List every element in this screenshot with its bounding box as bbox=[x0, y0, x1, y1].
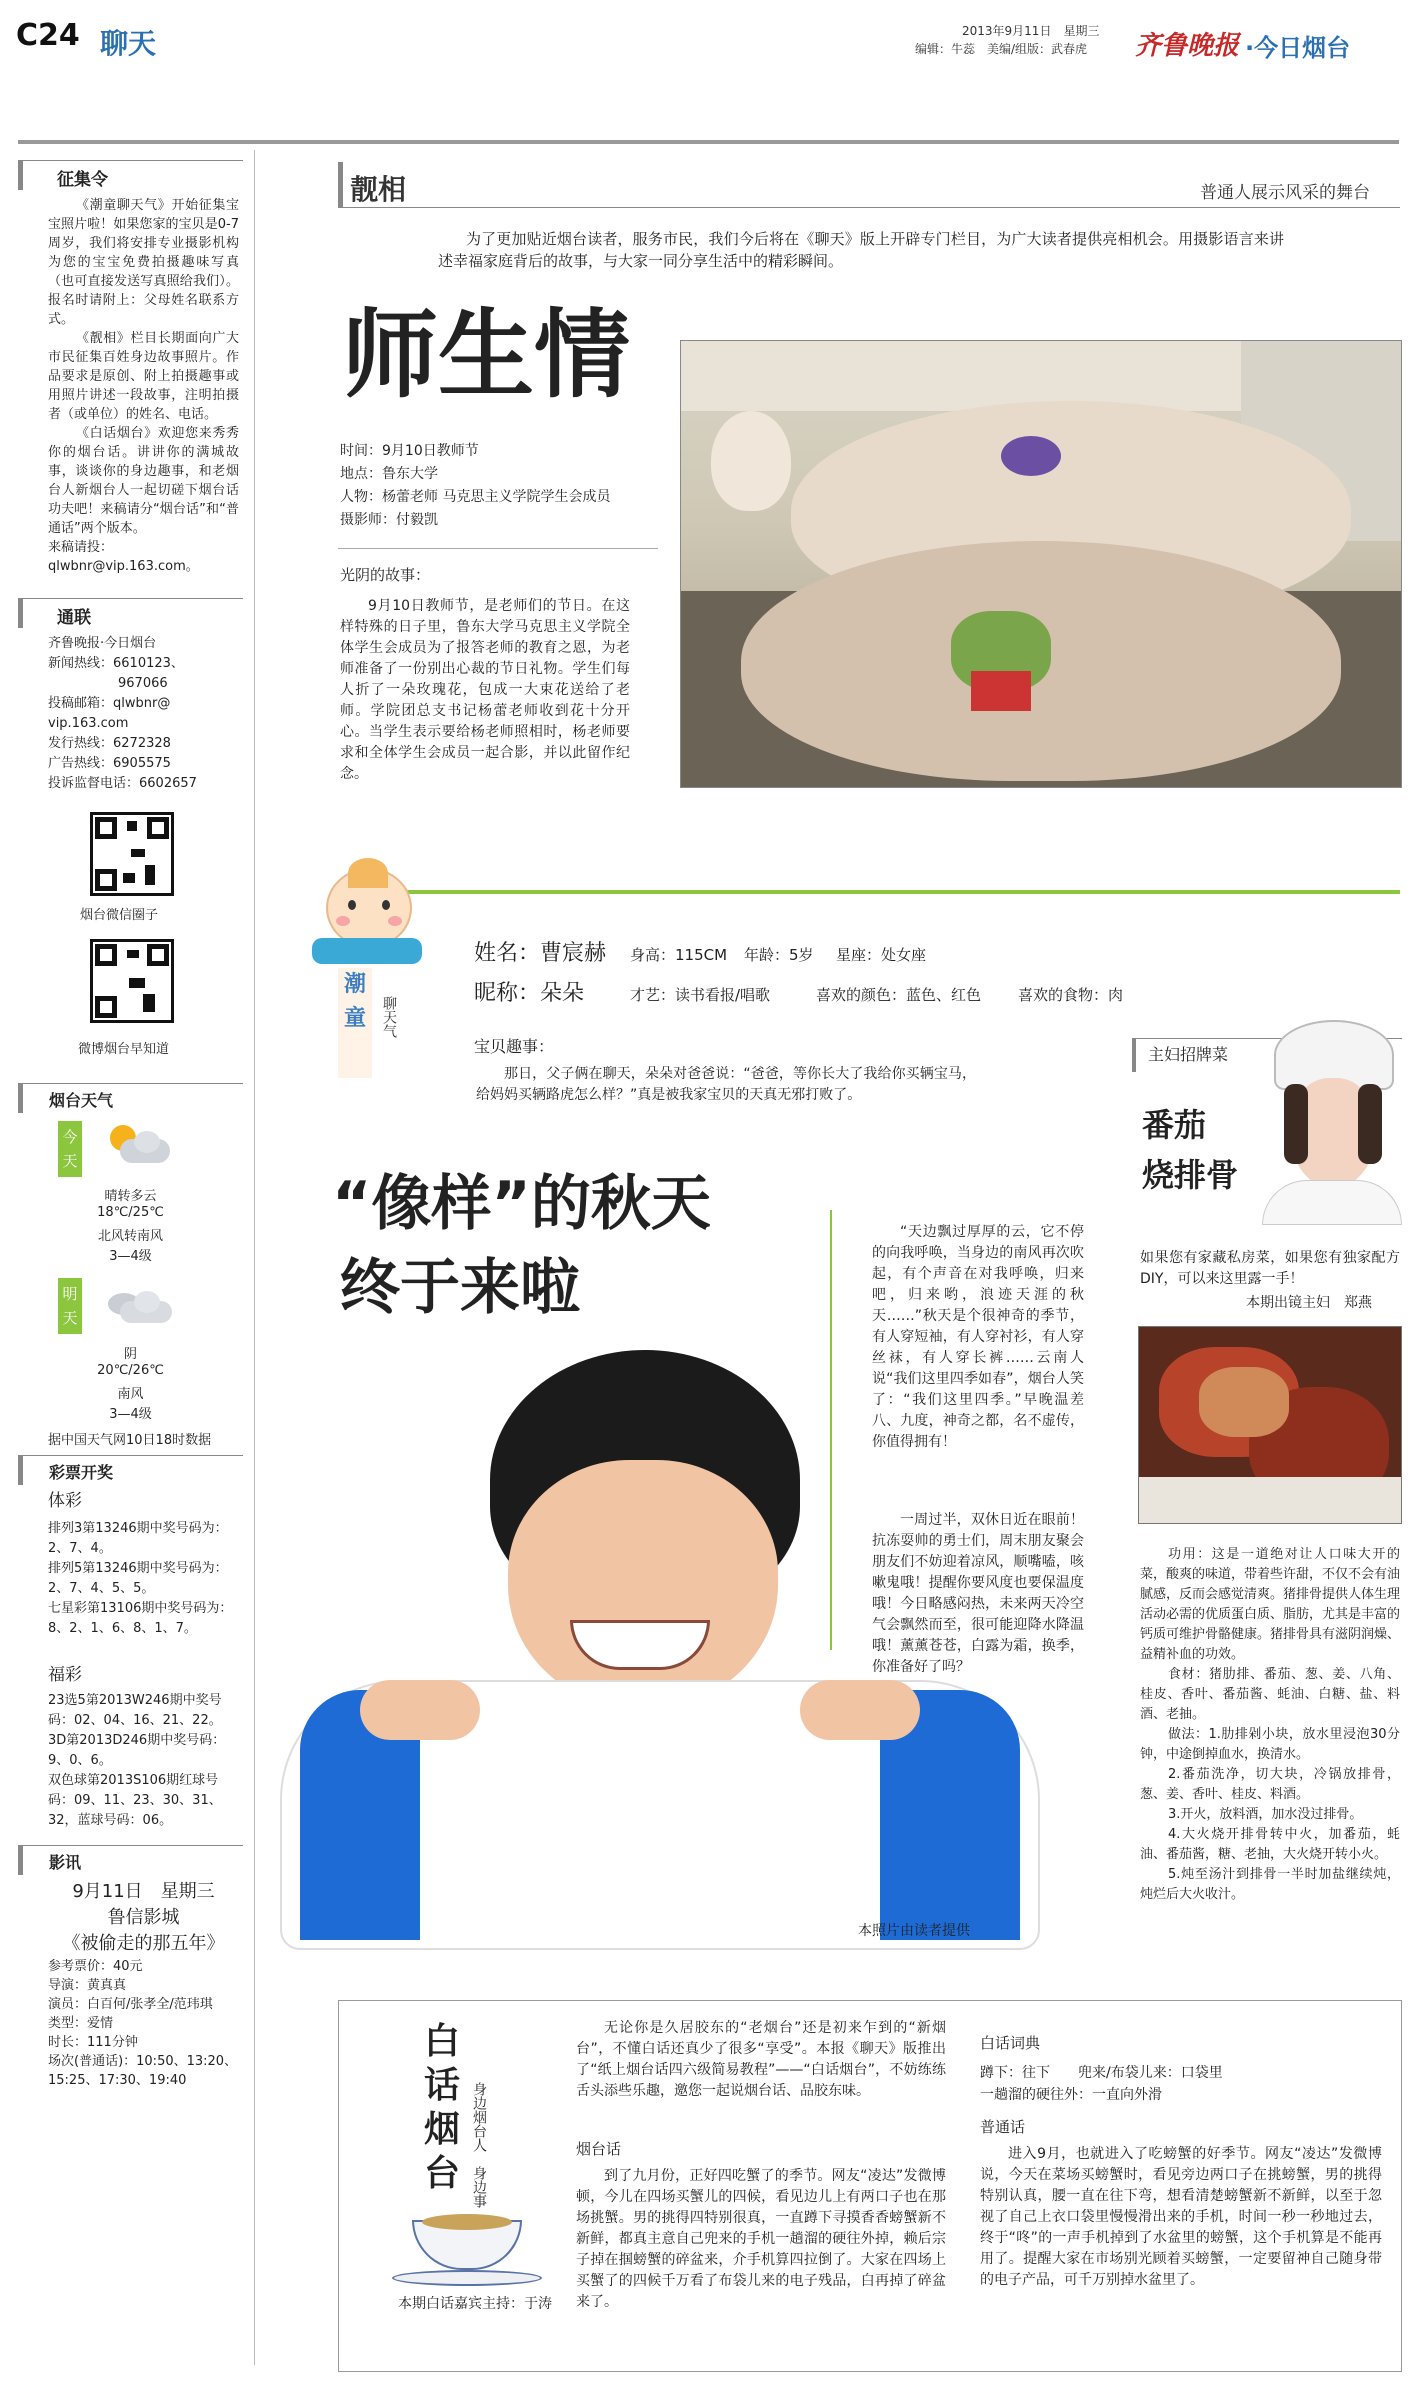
zhengji-title: 征集令 bbox=[57, 170, 108, 190]
lx-story-title: 光阴的故事： bbox=[340, 566, 431, 584]
chaotong-tag: 潮 童 bbox=[338, 968, 372, 1078]
chaotong-headline1: “像样”的秋天 bbox=[332, 1169, 711, 1239]
zhufu-label: 主妇招牌菜 bbox=[1148, 1045, 1229, 1064]
tonglian-l6: 发行热线：6272328 bbox=[48, 736, 171, 751]
dish-title-2: 烧排骨 bbox=[1142, 1156, 1239, 1194]
child-food: 喜欢的食物：肉 bbox=[1018, 986, 1124, 1004]
zhufu-by: 本期出镜主妇 郑燕 bbox=[1246, 1295, 1372, 1311]
cidian-2: 一趟溜的硬往外：一直向外滑 bbox=[980, 2087, 1162, 2103]
lx-photographer: 摄影师：付毅凯 bbox=[340, 512, 438, 528]
child-star: 星座：处女座 bbox=[836, 946, 927, 964]
cloud-icon bbox=[106, 1283, 176, 1328]
weather-header bbox=[18, 1083, 243, 1113]
dish-zuofa: 做法：1.肋排剁小块，放水里浸泡30分钟，中途倒掉血水，换清水。 bbox=[1140, 1727, 1400, 1762]
ticai-2: 排列5第13246期中奖号码为：2、7、4、5、5。 bbox=[48, 1561, 228, 1596]
dish-photo bbox=[1138, 1326, 1402, 1524]
tomorrow-wind: 南风 bbox=[117, 1387, 144, 1402]
tomorrow-temp: 20℃/26℃ bbox=[97, 1363, 164, 1378]
child-age: 年龄：5岁 bbox=[744, 946, 814, 964]
lx-place: 地点：鲁东大学 bbox=[340, 466, 438, 482]
section-name: 聊天 bbox=[100, 27, 157, 60]
fucai-2: 3D第2013D246期中奖号码：9、0、6。 bbox=[48, 1733, 226, 1768]
header-editors: 编辑：牛蕊 美编/组版：武春虎 bbox=[915, 42, 1088, 56]
dish-step2: 2.番茄洗净，切大块，冷锅放排骨，葱、姜、香叶、桂皮、料酒。 bbox=[1140, 1767, 1400, 1802]
putonghua-title: 普通话 bbox=[980, 2118, 1026, 2136]
chaotong-headline2: 终于来啦 bbox=[340, 1253, 580, 1323]
tomorrow-desc: 阴 bbox=[123, 1347, 137, 1362]
lottery-title: 彩票开奖 bbox=[49, 1463, 114, 1482]
today-wind: 北风转南风 bbox=[97, 1229, 163, 1244]
movie-l4: 类型：爱情 bbox=[48, 2016, 114, 2031]
header-rule bbox=[18, 140, 1399, 144]
baihua-sub: 身边烟台人 身边事 bbox=[471, 2082, 487, 2208]
fucai-title: 福彩 bbox=[48, 1665, 82, 1685]
tonglian-title: 通联 bbox=[57, 608, 91, 628]
chaotong-tag2: 聊天气 bbox=[381, 996, 397, 1038]
dish-title-1: 番茄 bbox=[1142, 1106, 1207, 1144]
yantai-body: 到了九月份，正好四吃蟹了的季节。网友“凌达”发微博顿，今儿在四场买蟹儿的四候，看见边儿上有两口子也在那场挑蟹。男的挑得四特别很真，一直蹲下寻摸香香螃蟹新不新鲜，都真主意自己兜来的手机一趟溜的硬往外掉，赖后宗子掉在掴螃蟹的碎盆来，介手机算四拉倒了。大家在四场上买蟹了的四候千万看了布袋儿来的电子残品，白再掉了碎盆来了。 bbox=[576, 2168, 946, 2310]
child-nick: 昵称：朵朵 bbox=[474, 981, 585, 1006]
baihua-host: 本期白话嘉宾主持：于涛 bbox=[398, 2296, 552, 2312]
tonglian-l2: 新闻热线：6610123、 bbox=[48, 656, 184, 671]
liangxiang-headline: 师生情 bbox=[342, 299, 630, 411]
chaotong-body1: “天边飘过厚厚的云，它不停的向我呼唤，当身边的南风再次吹起，有个声音在对我呼唤，归来吧，归来哟，浪迹天涯的秋天……”秋天是个很神奇的季节，有人穿短袖，有人穿衬衫，有人穿丝袜，有人穿长裤……云南人说“我们这里四季如春”，烟台人笑了：“我们这里四季。”早晚温差八、九度，神奇之都，名不虚传，你值得拥有！ bbox=[872, 1224, 1084, 1450]
baihua-intro: 无论你是久居胶东的“老烟台”还是初来乍到的“新烟台”，不懂白话还真少了很多“享受”。本报《聊天》版推出了“纸上烟台话四六级简易教程”——“白话烟台”，不妨练练舌头添些乐趣，邀您一起说烟台话、品胶东味。 bbox=[576, 2020, 946, 2099]
zhengji-p3: 《白话烟台》欢迎您来秀秀你的烟台话。讲讲你的满城故事，谈谈你的身边趣事，和老烟台人新烟台人一起切磋下烟台话功夫吧！来稿请分“烟台话”和“普通话”两个版本。 bbox=[48, 426, 239, 536]
dish-step4: 4.大火烧开排骨转中火，加番茄，蚝油、番茄酱，糖、老抽，大火烧开转小火。 bbox=[1140, 1827, 1400, 1862]
zhufu-invite: 如果您有家藏私房菜，如果您有独家配方DIY，可以来这里露一手！ bbox=[1140, 1250, 1400, 1287]
sidebar bbox=[18, 160, 243, 2090]
zhengji-p2: 《靓相》栏目长期面向广大市民征集百姓身边故事照片。作品要求是原创、附上拍摄趣事或用照片讲述一段故事，注明拍摄者（或单位）的姓名、电话。 bbox=[48, 331, 239, 422]
movie-cinema: 鲁信影城 bbox=[107, 1907, 180, 1928]
chef-portrait bbox=[1262, 1020, 1402, 1225]
baby-cartoon-icon bbox=[312, 858, 422, 978]
lx-time: 时间：9月10日教师节 bbox=[340, 443, 479, 459]
group-photo bbox=[680, 340, 1402, 788]
qr-code-1[interactable] bbox=[90, 812, 174, 896]
chaotong-divider bbox=[830, 1210, 832, 1650]
sidebar-divider bbox=[254, 150, 255, 2365]
teacup-icon bbox=[392, 2200, 542, 2290]
liangxiang-tagline: 普通人展示风采的舞台 bbox=[1200, 183, 1370, 203]
lx-rule bbox=[338, 548, 658, 549]
today-tag: 今 天 bbox=[58, 1121, 82, 1177]
movie-l6: 场次(普通话)：10:50、13:20、 bbox=[48, 2054, 238, 2069]
fucai-3: 双色球第2013S106期红球号码：09、11、23、30、31、32，蓝球号码：06。 bbox=[48, 1773, 222, 1828]
movie-header bbox=[18, 1845, 243, 1875]
tonglian-l8: 投诉监督电话：6602657 bbox=[48, 776, 197, 791]
dish-step3: 3.开火，放料酒，加水没过排骨。 bbox=[1168, 1807, 1363, 1822]
weather-source: 据中国天气网10日18时数据 bbox=[48, 1433, 212, 1448]
child-color: 喜欢的颜色：蓝色、红色 bbox=[816, 986, 982, 1004]
header-date: 2013年9月11日 星期三 bbox=[962, 24, 1100, 38]
lx-people: 人物：杨蕾老师 马克思主义学院学生会成员 bbox=[340, 489, 611, 505]
chaotong-body2: 一周过半，双休日近在眼前！抗冻耍帅的勇士们，周末朋友聚会朋友们不妨迎着凉风，顺嘴嗑，咳嗽鬼哦！提醒你要风度也要保温度哦！今日略感闷热，未来两天冷空气会飘然而至，很可能迎降水降温哦！薰薰苍苍，白露为霜，换季，你准备好了吗？ bbox=[872, 1512, 1084, 1675]
page-code: C24 bbox=[16, 18, 80, 53]
lx-story: 9月10日教师节，是老师们的节日。在这样特殊的日子里，鲁东大学马克思主义学院全体学生会成员为了报答老师的教育之恩，为老师准备了一份别出心裁的节日礼物。学生们每人折了一朵玫瑰花，包成一大束花送给了老师。学院团总支书记杨蕾老师收到花十分开心。当学生表示要给杨老师照相时，杨老师要求和全体学生会成员一起合影，并以此留作纪念。 bbox=[340, 598, 630, 782]
tonglian-l3: 967066 bbox=[118, 676, 168, 691]
ticai-1: 排列3第13246期中奖号码为：2、7、4。 bbox=[48, 1521, 228, 1556]
movie-l2: 导演：黄真真 bbox=[48, 1978, 127, 1993]
child-talent: 才艺：读书看报/唱歌 bbox=[630, 986, 771, 1004]
dish-shicai: 食材：猪肋排、番茄、葱、姜、八角、桂皮、香叶、番茄酱、蚝油、白糖、盐、料酒、老抽。 bbox=[1140, 1667, 1400, 1722]
movie-title: 影讯 bbox=[49, 1853, 82, 1872]
tonglian-l5: vip.163.com bbox=[48, 716, 129, 731]
movie-l3: 演员：白百何/张孝全/范玮琪 bbox=[48, 1997, 213, 2012]
movie-date: 9月11日 星期三 bbox=[72, 1881, 215, 1902]
child-photo-caption: 本照片由读者提供 bbox=[858, 1923, 970, 1939]
zhengji-email[interactable]: qlwbnr@vip.163.com。 bbox=[48, 559, 199, 574]
qr-label-2: 微博烟台早知道 bbox=[78, 1042, 170, 1057]
ticai-title: 体彩 bbox=[48, 1491, 82, 1511]
zhengji-p1: 《潮童聊天气》开始征集宝宝照片啦！如果您家的宝贝是0-7周岁，我们将安排专业摄影机构为您的宝宝免费拍摄趣味写真（也可直接发送写真照给我们）。报名时请附上：父母姓名联系方式。 bbox=[48, 198, 239, 327]
dish-gongyong: 功用：这是一道绝对让人口味大开的菜，酸爽的味道，带着些许甜，不仅不会有油腻感，反而会感觉清爽。猪排骨提供人体生理活动必需的优质蛋白质、脂肪，尤其是丰富的钙质可维护骨骼健康。猪排骨具有滋阴润燥、益精补血的功效。 bbox=[1140, 1547, 1401, 1662]
baihua-title: 白 话 烟 台 bbox=[423, 2021, 460, 2194]
sun-cloud-icon bbox=[106, 1123, 176, 1173]
child-name: 姓名：曹宸赫 bbox=[474, 941, 607, 966]
liangxiang-label: 靓相 bbox=[350, 173, 407, 206]
movie-film: 《被偷走的那五年》 bbox=[62, 1933, 225, 1954]
fun-story: 那日，父子俩在聊天，朵朵对爸爸说：“爸爸，等你长大了我给你买辆宝马，给妈妈买辆路虎怎么样？”真是被我家宝贝的天真无邪打败了。 bbox=[476, 1066, 976, 1103]
weather-title: 烟台天气 bbox=[49, 1091, 114, 1110]
yantai-title: 烟台话 bbox=[576, 2140, 622, 2158]
zhengji-p4: 来稿请投： bbox=[48, 540, 114, 555]
lottery-header bbox=[18, 1455, 243, 1485]
movie-l1: 参考票价：40元 bbox=[48, 1959, 143, 1974]
zhengji-header bbox=[18, 160, 243, 190]
tonglian-l4: 投稿邮箱：qlwbnr@ bbox=[48, 696, 171, 711]
tonglian-header bbox=[18, 598, 243, 628]
fun-title: 宝贝趣事： bbox=[474, 1037, 555, 1056]
child-height: 身高：115CM bbox=[630, 946, 728, 964]
fucai-1: 23选5第2013W246期中奖号码：02、04、16、21、22。 bbox=[48, 1693, 222, 1728]
cidian-title: 白话词典 bbox=[980, 2034, 1041, 2052]
today-desc: 晴转多云 bbox=[104, 1189, 157, 1204]
tomorrow-level: 3—4级 bbox=[109, 1407, 152, 1422]
tonglian-l1: 齐鲁晚报·今日烟台 bbox=[48, 636, 157, 651]
liangxiang-intro: 为了更加贴近烟台读者，服务市民，我们今后将在《聊天》版上开辟专门栏目，为广大读者提供亮相机会。用摄影语言来讲述幸福家庭背后的故事，与大家一同分享生活中的精彩瞬间。 bbox=[438, 230, 1284, 270]
movie-l7: 15:25、17:30、19:40 bbox=[48, 2073, 187, 2088]
today-temp: 18℃/25℃ bbox=[97, 1205, 164, 1220]
tomorrow-tag: 明 天 bbox=[58, 1278, 82, 1334]
putonghua-body: 进入9月，也就进入了吃螃蟹的好季节。网友“凌达”发微博说，今天在菜场买螃蟹时，看见旁边两口子在挑螃蟹，男的挑得特别认真，腰一直在往下弯，想看清楚螃蟹新不新鲜，以至于忽视了自己上衣口袋里慢慢滑出来的手机，时间一秒一秒地过去，终于“咚”的一声手机掉到了水盆里的螃蟹，这个手机算是不能再用了。提醒大家在市场别光顾着买螃蟹，一定要留神自己随身带的电子产品，可千万别掉水盆里了。 bbox=[980, 2146, 1382, 2288]
qr-code-2[interactable] bbox=[90, 939, 174, 1023]
movie-l5: 时长：111分钟 bbox=[48, 2035, 138, 2050]
paper-logo: 齐鲁晚报 bbox=[1135, 31, 1240, 61]
tonglian-l7: 广告热线：6905575 bbox=[48, 756, 171, 771]
qr-label-1: 烟台微信圈子 bbox=[80, 908, 159, 923]
green-rule bbox=[350, 890, 1400, 894]
dish-step5: 5.炖至汤汁到排骨一半时加盐继续炖，炖烂后大火收汁。 bbox=[1140, 1867, 1400, 1902]
today-level: 3—4级 bbox=[109, 1249, 152, 1264]
cidian-1: 蹲下：往下 兜来/布袋儿来：口袋里 bbox=[980, 2065, 1223, 2081]
edition-name: ·今日烟台 bbox=[1245, 34, 1351, 62]
ticai-3: 七星彩第13106期中奖号码为：8、2、1、6、8、1、7。 bbox=[48, 1601, 233, 1636]
